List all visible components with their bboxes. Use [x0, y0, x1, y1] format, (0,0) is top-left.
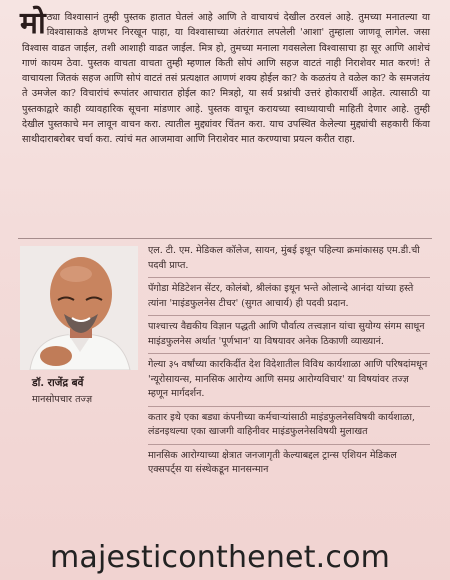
author-name: डॉ. राजेंद्र बर्वे [32, 377, 84, 389]
author-portrait-image [20, 246, 138, 370]
bio-list [148, 244, 430, 486]
section-divider [18, 238, 432, 239]
bio-item-workshops: कतार इथे एका बड्या कंपनीच्या कर्मचाऱ्यांसाठी माइंडफुलनेसविषयी कार्यशाळा, लंडनइथल्या एका खाजगी वाहिनीवर माइंडफुलनेसविषयी मुलाखत [148, 411, 430, 445]
bio-item-career: गेल्या ३५ वर्षांच्या कारकिर्दीत देश विदेशातील विविध कार्यशाळा आणि परिषदांमधून 'न्यूरोसायन्स, मानसिक आरोग्य आणि समग्र आरोग्यविचार' या विषयांवर तज्ज्ञ म्हणून मार्गदर्शन. [148, 358, 430, 407]
bio-item-lectures: पाश्चात्त्य वैद्यकीय विज्ञान पद्धती आणि पौर्वात्य तत्त्वज्ञान यांचा सुयोग्य संगम साधून माइंडफुलनेस अर्थात 'पूर्णभान' या विषयावर अनेक ठिकाणी व्याख्यानं. [148, 320, 430, 354]
bio-item-honours: मानसिक आरोग्याच्या क्षेत्रात जनजागृती केल्याबद्दल ट्रान्स एशियन मेडिकल एक्सपर्ट्स या संस्थेकडून मानसन्मान [148, 449, 397, 475]
intro-paragraph [20, 6, 430, 148]
author-role: मानसोपचार तज्ज्ञ [32, 394, 93, 405]
watermark-text: majesticonthenet.com [50, 540, 391, 575]
intro-text: ठ्या विश्वासानं तुम्ही पुस्तक हातात घेतलं आहे आणि ते वाचायचं देखील ठरवलं आहे. तुमच्या मनातल्या या विश्वासाकडे क्षणभर निरखून पाहा, या विश्वासाच्या अंतरंगात लपलेली 'आशा' तुम्हाला जाणवू लागेल. जसा विश्वास वाढत जाईल, तशी आशाही वाढत जाईल. मित्र हो, तुमच्या मनाला गवसलेला विश्वासाचा हा सूर आणि आशेचं गाणं कायम ठेवा. पुस्तक वाचता वाचता तुम्ही म्हणाल किती सोपं आणि सहज वाटतं नाही निराशेवर मात करणं! ते वाचायला जितकं सहज आणि सोपं वाटतं तसं प्रत्यक्षात आणणं शक्य होईल का? के कळतंय ते वळेल का? के समजतंय ते उमजेल का? विचारांचं रूपांतर आचारात होईल का? मित्रहो, या सर्व प्रश्नांची उत्तरं होकारार्थी आहेत. त्यासाठी या पुस्तकाद्वारे काही व्यावहारिक सूचना मांडणार आहे. पुस्तक वाचून करायच्या स्वाध्यायाची माहिती देणार आहे. तुम्ही देखील पुस्तकाचे मन लावून वाचन करा. त्यातील मुद्द्यांवर चिंतन करा. याच उपस्थित केलेल्या मुद्द्यांची सहकारी किंवा साथीदाराबरोबर चर्चा करा. त्यांचं मत आजमावा आणि निराशेवर मात करण्याचा प्रयत्न करीत राहा. [22, 12, 430, 146]
bio-item-meditation-title: पॅगोडा मेडिटेशन सेंटर, कोलंबो, श्रीलंका इथून भन्ते ओलान्दे आनंदा यांच्या हस्ते त्यांना 'माइंडफुलनेस टीचर' (सुगत आचार्य) ही पदवी प्रदान. [148, 282, 430, 316]
drop-cap: मो [20, 6, 46, 41]
bio-item-education: एल. टी. एम. मेडिकल कॉलेज, सायन, मुंबई इथून पहिल्या क्रमांकासह एम.डी.ची पदवी प्राप्त. [148, 244, 430, 278]
author-photo [20, 246, 138, 370]
